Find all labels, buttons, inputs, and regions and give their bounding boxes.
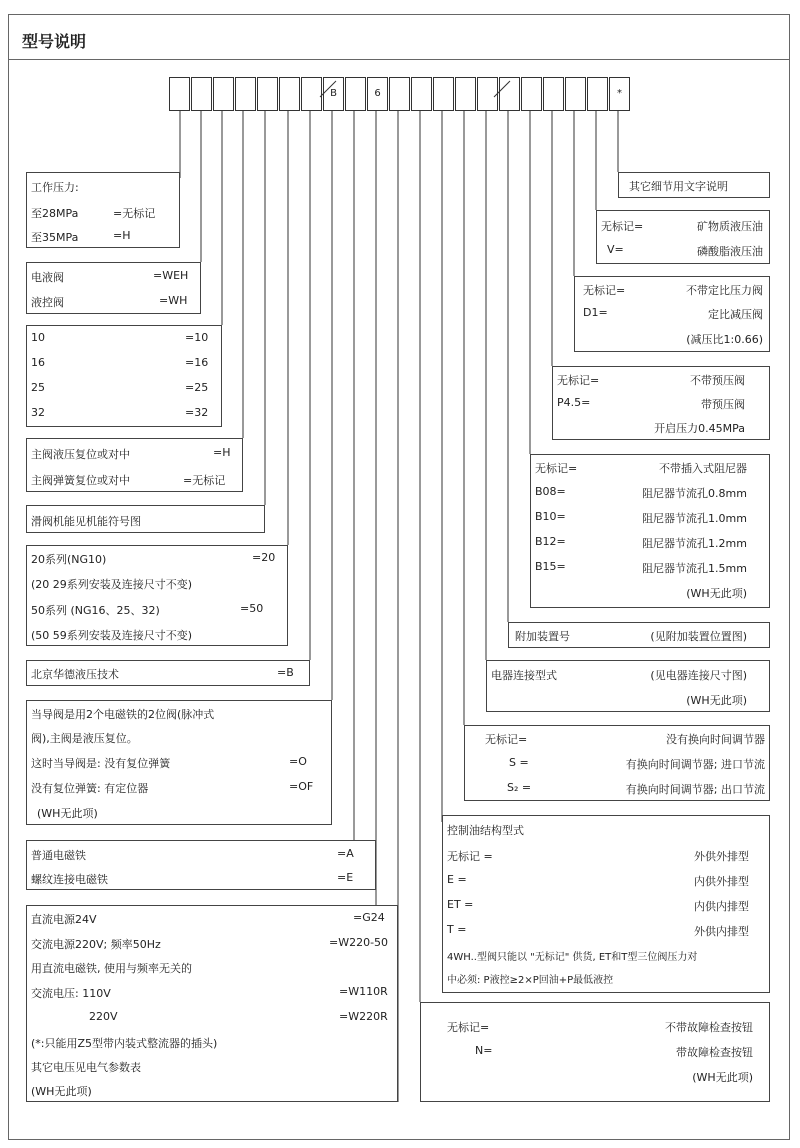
oil-key: ET = xyxy=(447,898,474,911)
damper-box xyxy=(530,454,770,608)
magnet-a-val: =A xyxy=(337,847,354,860)
pressure-35-val: =H xyxy=(113,229,131,242)
ratio-none-val: 不带定比压力阀 xyxy=(686,284,763,297)
code-cell xyxy=(587,77,608,111)
connector-key: 电器连接型式 xyxy=(491,669,557,682)
reset-h-key: 主阀液压复位或对中 xyxy=(31,448,130,461)
oil-key: T = xyxy=(447,923,467,936)
code-cell: B xyxy=(323,77,344,111)
damper-none-key: 无标记= xyxy=(535,462,578,475)
fault-n-val: 带故障检查按钮 xyxy=(676,1046,753,1059)
code-cell xyxy=(191,77,212,111)
reset-none-val: =无标记 xyxy=(183,474,226,487)
damper-key: B12= xyxy=(535,535,566,548)
size-key: 25 xyxy=(31,381,45,394)
pressure-28-val: =无标记 xyxy=(113,207,156,220)
series-50-note: (50 59系列安装及连接尺寸不变) xyxy=(31,629,193,642)
timing-s2-key: S₂ = xyxy=(507,781,532,794)
size-val: =10 xyxy=(185,331,209,344)
valve-weh-val: =WEH xyxy=(153,269,189,282)
series-50-key: 50系列 (NG16、25、32) xyxy=(31,604,160,617)
code-cell xyxy=(257,77,278,111)
series-20-val: =20 xyxy=(252,551,276,564)
ratio-d1-key: D1= xyxy=(583,306,608,319)
code-cell xyxy=(169,77,190,111)
seal-v-key: V= xyxy=(607,243,624,256)
code-cell xyxy=(543,77,564,111)
power-220-val: =W220R xyxy=(339,1010,388,1023)
damper-key: B08= xyxy=(535,485,566,498)
power-line-7: 其它电压见电气参数表 xyxy=(31,1061,141,1074)
pilot-of-val: =OF xyxy=(289,780,314,793)
code-cell xyxy=(411,77,432,111)
reset-h-val: =H xyxy=(213,446,231,459)
oil-box xyxy=(442,815,770,993)
addon-key: 附加装置号 xyxy=(515,630,570,643)
valve-wh-val: =WH xyxy=(159,294,188,307)
power-220-key: 220V xyxy=(89,1010,118,1023)
pilot-o-key: 这时当导阀是: 没有复位弹簧 xyxy=(31,757,171,770)
series-20-note: (20 29系列安装及连接尺寸不变) xyxy=(31,578,193,591)
prevalve-note: 开启压力0.45MPa xyxy=(654,422,745,435)
code-cell xyxy=(433,77,454,111)
code-cell xyxy=(301,77,322,111)
addon-val: (见附加装置位置图) xyxy=(650,630,747,643)
magnet-a-key: 普通电磁铁 xyxy=(31,849,86,862)
series-20-key: 20系列(NG10) xyxy=(31,553,107,566)
addon-box xyxy=(508,622,770,648)
pilot-of-key: 没有复位弹簧: 有定位器 xyxy=(31,782,149,795)
fault-note: (WH无此项) xyxy=(692,1071,753,1084)
series-50-val: =50 xyxy=(240,602,264,615)
power-line-3: 用直流电磁铁, 使用与频率无关的 xyxy=(31,962,192,975)
size-val: =25 xyxy=(185,381,209,394)
symbol-label: 滑阀机能见机能符号图 xyxy=(31,515,141,528)
valve-type-box xyxy=(26,262,201,314)
oil-note-2: 中必须: P液控≥2×P回油+P最低液控 xyxy=(447,975,614,986)
pressure-box xyxy=(26,172,180,248)
seal-none-key: 无标记= xyxy=(601,220,644,233)
magnet-e-key: 螺纹连接电磁铁 xyxy=(31,873,108,886)
size-val: =32 xyxy=(185,406,209,419)
pilot-line-1: 当导阀是用2个电磁铁的2位阀(脉冲式 xyxy=(31,708,215,721)
magnet-e-val: =E xyxy=(337,871,354,884)
page-title: 型号说明 xyxy=(22,32,87,51)
code-cell: 6 xyxy=(367,77,388,111)
prevalve-p45-key: P4.5= xyxy=(557,396,591,409)
timing-s-val: 有换向时间调节器; 进口节流 xyxy=(625,758,765,771)
fault-none-val: 不带故障检查按钮 xyxy=(665,1021,753,1034)
power-110-key: 交流电压: 110V xyxy=(31,987,111,1000)
code-cell xyxy=(345,77,366,111)
pressure-28-key: 至28MPa xyxy=(31,207,79,220)
damper-none-val: 不带插入式阻尼器 xyxy=(659,462,747,475)
oil-val: 外供内排型 xyxy=(694,925,749,938)
fault-none-key: 无标记= xyxy=(447,1021,490,1034)
prevalve-p45-val: 带预压阀 xyxy=(701,398,745,411)
oil-val: 内供内排型 xyxy=(694,900,749,913)
ratio-none-key: 无标记= xyxy=(583,284,626,297)
size-key: 32 xyxy=(31,406,45,419)
code-cell xyxy=(389,77,410,111)
prevalve-none-key: 无标记= xyxy=(557,374,600,387)
fault-n-key: N= xyxy=(475,1044,493,1057)
valve-weh-key: 电液阀 xyxy=(31,271,64,284)
damper-key: B15= xyxy=(535,560,566,573)
oil-note-1: 4WH..型阀只能以 "无标记" 供货, ET和T型三位阀压力对 xyxy=(447,952,698,963)
pressure-label: 工作压力: xyxy=(31,181,79,194)
series-box xyxy=(26,545,288,646)
connector-note: (WH无此项) xyxy=(686,694,747,707)
seal-v-val: 磷酸脂液压油 xyxy=(697,245,763,258)
power-box xyxy=(26,905,398,1102)
reset-none-key: 主阀弹簧复位或对中 xyxy=(31,474,130,487)
damper-val: 阻尼器节流孔0.8mm xyxy=(642,487,747,500)
oil-title: 控制油结构型式 xyxy=(447,824,524,837)
oil-key: E = xyxy=(447,873,467,886)
fault-box xyxy=(420,1002,770,1102)
power-dc-key: 直流电源24V xyxy=(31,913,97,926)
damper-val: 阻尼器节流孔1.0mm xyxy=(642,512,747,525)
code-cell xyxy=(213,77,234,111)
code-cell xyxy=(477,77,498,111)
damper-val: 阻尼器节流孔1.2mm xyxy=(642,537,747,550)
ratio-note: (减压比1:0.66) xyxy=(686,333,763,346)
magnet-box xyxy=(26,840,376,890)
damper-val: 阻尼器节流孔1.5mm xyxy=(642,562,747,575)
ratio-box xyxy=(574,276,770,352)
code-cell xyxy=(565,77,586,111)
code-cell: * xyxy=(609,77,630,111)
timing-s-key: S = xyxy=(509,756,529,769)
oil-key: 无标记 = xyxy=(447,850,493,863)
brand-box xyxy=(26,660,310,686)
power-ac-key: 交流电源220V; 频率50Hz xyxy=(31,938,161,951)
seal-box xyxy=(596,210,770,264)
code-cell xyxy=(455,77,476,111)
pilot-line-2: 阀),主阀是液压复位。 xyxy=(31,732,138,745)
damper-note: (WH无此项) xyxy=(686,587,747,600)
brand-key: 北京华德液压技术 xyxy=(31,668,119,681)
brand-val: =B xyxy=(277,666,294,679)
pilot-box xyxy=(26,700,332,825)
size-val: =16 xyxy=(185,356,209,369)
code-cell xyxy=(279,77,300,111)
seal-none-val: 矿物质液压油 xyxy=(697,220,763,233)
damper-key: B10= xyxy=(535,510,566,523)
timing-none-val: 没有换向时间调节器 xyxy=(666,733,765,746)
power-dc-val: =G24 xyxy=(353,911,385,924)
connector-val: (见电器连接尺寸图) xyxy=(650,669,747,682)
power-note: (WH无此项) xyxy=(31,1085,92,1098)
pilot-note: (WH无此项) xyxy=(37,807,98,820)
power-110-val: =W110R xyxy=(339,985,388,998)
symbol-box xyxy=(26,505,265,533)
timing-s2-val: 有换向时间调节器; 出口节流 xyxy=(625,783,765,796)
other-box xyxy=(618,172,770,198)
code-cell xyxy=(521,77,542,111)
pressure-35-key: 至35MPa xyxy=(31,231,79,244)
valve-wh-key: 液控阀 xyxy=(31,296,64,309)
reset-box xyxy=(26,438,243,492)
prevalve-box xyxy=(552,366,770,440)
other-label: 其它细节用文字说明 xyxy=(629,180,728,193)
timing-box xyxy=(464,725,770,801)
connector-box xyxy=(486,660,770,712)
size-key: 10 xyxy=(31,331,45,344)
pilot-o-val: =O xyxy=(289,755,307,768)
prevalve-none-val: 不带预压阀 xyxy=(690,374,745,387)
size-key: 16 xyxy=(31,356,45,369)
timing-none-key: 无标记= xyxy=(485,733,528,746)
size-box xyxy=(26,325,222,427)
code-cell xyxy=(499,77,520,111)
ratio-d1-val: 定比减压阀 xyxy=(708,308,763,321)
code-cell xyxy=(235,77,256,111)
power-ac-val: =W220-50 xyxy=(329,936,389,949)
power-line-6: (*:只能用Z5型带内装式整流器的插头) xyxy=(31,1037,218,1050)
oil-val: 外供外排型 xyxy=(694,850,749,863)
oil-val: 内供外排型 xyxy=(694,875,749,888)
